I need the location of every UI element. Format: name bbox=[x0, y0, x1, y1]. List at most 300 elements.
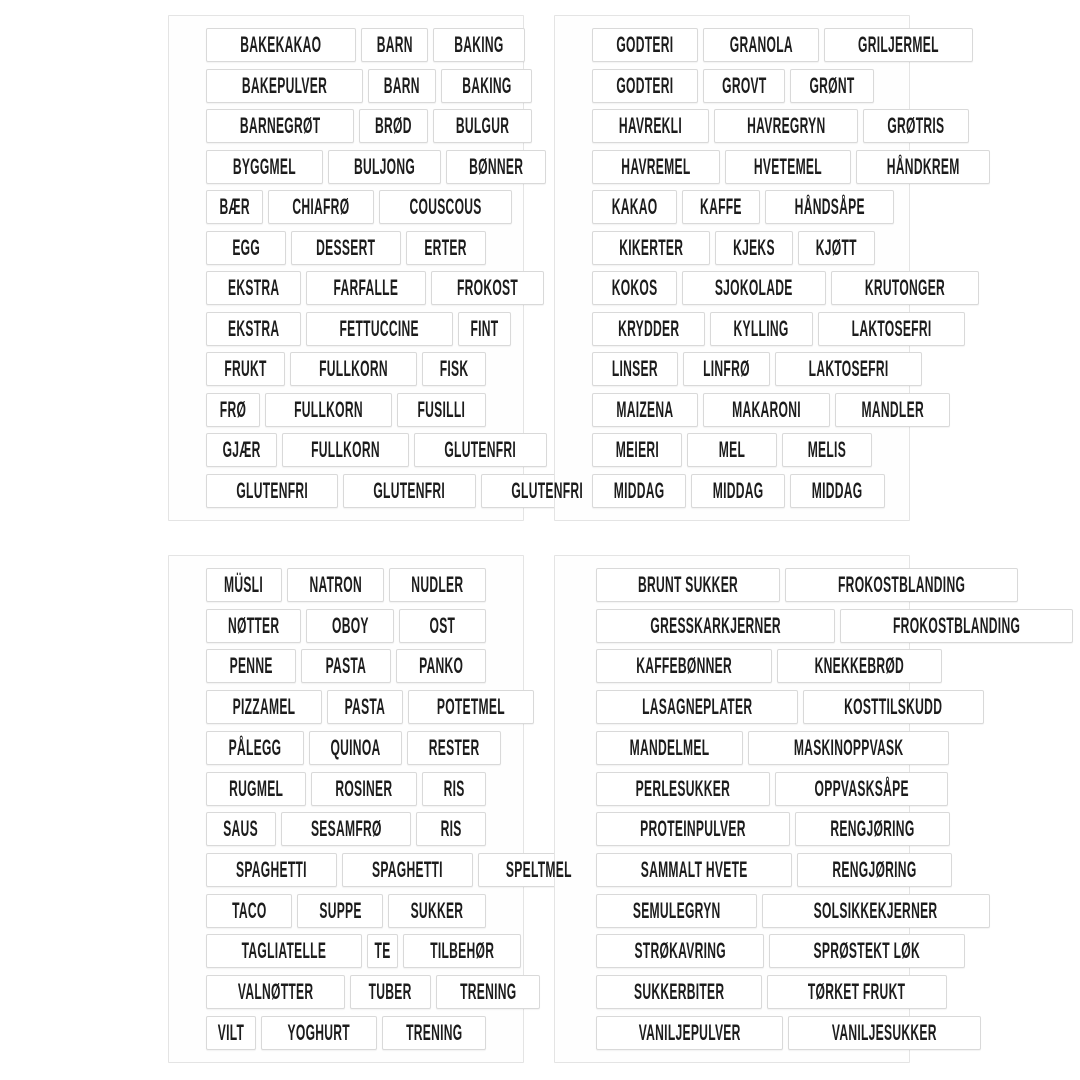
sticker-label-text: PIZZAMEL bbox=[232, 693, 296, 720]
sticker-label-text: MÜSLI bbox=[224, 571, 264, 598]
sticker-label-text: BAKING bbox=[454, 31, 504, 58]
sticker-label bbox=[343, 474, 475, 508]
label-row bbox=[206, 609, 486, 643]
sticker-label bbox=[403, 934, 521, 968]
sticker-label bbox=[408, 690, 534, 724]
sticker-label-text: SUPPE bbox=[318, 897, 362, 923]
sticker-label bbox=[592, 271, 677, 305]
label-row bbox=[596, 649, 905, 683]
sticker-label-text: OPPVASKSÅPE bbox=[814, 775, 909, 801]
sticker-label bbox=[682, 271, 825, 305]
sticker-label bbox=[206, 190, 263, 224]
sticker-label bbox=[775, 352, 922, 386]
sticker-label-text: TRENING bbox=[405, 1019, 462, 1046]
sticker-label bbox=[281, 812, 412, 846]
sticker-label-text: PASTA bbox=[344, 693, 386, 720]
sticker-label-text: GLUTENFRI bbox=[444, 437, 517, 463]
sticker-label bbox=[206, 352, 285, 386]
sticker-label bbox=[206, 568, 282, 602]
sticker-label bbox=[422, 772, 486, 806]
sticker-label bbox=[596, 1016, 783, 1050]
sticker-label bbox=[790, 69, 874, 103]
sticker-label bbox=[790, 474, 884, 508]
sticker-label-text: KOKOS bbox=[611, 274, 658, 301]
sticker-label bbox=[268, 190, 374, 224]
sticker-label bbox=[350, 975, 430, 1009]
sticker-label-text: HAVREKLI bbox=[618, 112, 682, 139]
label-row bbox=[206, 190, 486, 224]
label-row bbox=[206, 812, 486, 846]
sticker-label bbox=[287, 568, 384, 602]
sticker-label-text: PROTEINPULVER bbox=[640, 816, 746, 842]
sticker-label-text: SEMULEGRYN bbox=[632, 897, 721, 923]
sticker-label bbox=[206, 150, 323, 184]
sticker-label-text: BAKEPULVER bbox=[241, 72, 328, 98]
label-row bbox=[206, 231, 486, 265]
sticker-label-text: FINT bbox=[470, 315, 499, 341]
sticker-label bbox=[261, 1016, 377, 1050]
label-row bbox=[592, 69, 872, 103]
sticker-label-text: BAKING bbox=[461, 72, 512, 98]
sticker-label bbox=[765, 190, 894, 224]
sticker-label-text: TE bbox=[374, 938, 391, 964]
sticker-label-text: GROVT bbox=[721, 72, 767, 98]
sticker-label bbox=[414, 433, 546, 467]
label-row bbox=[206, 150, 524, 184]
sticker-label-text: OST bbox=[429, 612, 456, 638]
sticker-label bbox=[206, 609, 301, 643]
sticker-sheet-4 bbox=[554, 555, 1021, 1063]
label-row bbox=[596, 731, 904, 765]
sticker-label-text: MEIERI bbox=[615, 437, 659, 463]
sticker-label bbox=[436, 975, 541, 1009]
label-row bbox=[596, 853, 917, 887]
sticker-label-text: BRUNT SUKKER bbox=[637, 571, 739, 598]
sticker-label bbox=[206, 649, 296, 683]
sticker-label bbox=[856, 150, 990, 184]
sticker-label bbox=[687, 433, 777, 467]
label-row bbox=[592, 393, 924, 427]
sticker-label-text: VANILJEPULVER bbox=[638, 1019, 741, 1046]
sticker-label-text: LINFRØ bbox=[702, 355, 750, 382]
sticker-label bbox=[206, 894, 292, 928]
sticker-label-text: RIS bbox=[443, 775, 465, 801]
sticker-label-text: KAKAO bbox=[611, 193, 658, 220]
sticker-label-text: HAVREMEL bbox=[621, 153, 691, 179]
sticker-label bbox=[297, 894, 383, 928]
sticker-label bbox=[206, 731, 304, 765]
sticker-label bbox=[388, 894, 486, 928]
sticker-label bbox=[206, 690, 322, 724]
sticker-label-text: QUINOA bbox=[330, 734, 381, 761]
label-row bbox=[206, 568, 486, 602]
label-row bbox=[206, 109, 510, 143]
sticker-label bbox=[206, 1016, 256, 1050]
sticker-label bbox=[361, 28, 429, 62]
sticker-label bbox=[797, 853, 952, 887]
sticker-label bbox=[458, 312, 511, 346]
sticker-label-text: KAFFEBØNNER bbox=[636, 653, 732, 679]
sticker-label-text: MIDDAG bbox=[812, 477, 863, 504]
sticker-label-text: BÆR bbox=[219, 193, 250, 220]
label-row bbox=[206, 690, 505, 724]
sticker-label bbox=[446, 150, 546, 184]
label-row bbox=[206, 271, 519, 305]
label-row bbox=[596, 609, 1021, 643]
sticker-label bbox=[596, 894, 757, 928]
sticker-label-text: MANDELMEL bbox=[629, 734, 710, 761]
sticker-label-text: HVETEMEL bbox=[753, 153, 822, 179]
sticker-label bbox=[206, 69, 363, 103]
sticker-label-text: BRØD bbox=[375, 112, 413, 139]
label-row bbox=[206, 393, 486, 427]
sticker-label-text: BULJONG bbox=[353, 153, 415, 179]
label-row bbox=[206, 1016, 486, 1050]
sticker-label-text: STRØKAVRING bbox=[634, 938, 726, 964]
sticker-label-text: GODTERI bbox=[616, 72, 674, 98]
sticker-label bbox=[368, 69, 436, 103]
sticker-label bbox=[397, 393, 486, 427]
sticker-label bbox=[592, 28, 698, 62]
sticker-label bbox=[798, 231, 875, 265]
sticker-label bbox=[769, 934, 965, 968]
sticker-label-text: GLUTENFRI bbox=[236, 477, 309, 504]
sticker-label bbox=[592, 352, 678, 386]
sticker-label bbox=[596, 649, 772, 683]
sticker-label-text: SPELTMEL bbox=[505, 856, 572, 883]
sticker-label-text: SAMMALT HVETE bbox=[640, 856, 748, 883]
sticker-label bbox=[767, 975, 946, 1009]
label-row bbox=[592, 190, 872, 224]
sticker-label-text: PENNE bbox=[229, 653, 273, 679]
label-row bbox=[206, 69, 512, 103]
label-row bbox=[206, 975, 517, 1009]
sticker-label-text: BARNEGRØT bbox=[239, 112, 321, 139]
sticker-label bbox=[441, 69, 533, 103]
sticker-label bbox=[818, 312, 965, 346]
sticker-label-text: GRØTRIS bbox=[887, 112, 945, 139]
sticker-label-text: GODTERI bbox=[616, 31, 674, 58]
sticker-label-text: GLUTENFRI bbox=[373, 477, 446, 504]
sticker-label-text: TILBEHØR bbox=[430, 938, 495, 964]
sticker-label-text: COUSCOUS bbox=[409, 193, 482, 220]
label-row bbox=[592, 312, 932, 346]
sticker-label bbox=[592, 231, 710, 265]
sticker-label bbox=[835, 393, 951, 427]
sticker-label-text: YOGHURT bbox=[287, 1019, 350, 1046]
label-row bbox=[206, 433, 517, 467]
sticker-label-text: VALNØTTER bbox=[237, 978, 314, 1005]
sticker-label bbox=[596, 812, 790, 846]
sticker-label bbox=[596, 568, 780, 602]
sticker-label bbox=[309, 731, 402, 765]
sticker-label-text: BULGUR bbox=[455, 112, 510, 139]
sticker-label bbox=[206, 474, 338, 508]
sticker-label-text: MELIS bbox=[807, 437, 847, 463]
sticker-label bbox=[291, 231, 400, 265]
sticker-label-text: FROKOST bbox=[457, 274, 519, 301]
sticker-label-text: RUGMEL bbox=[229, 775, 284, 801]
label-row bbox=[596, 975, 906, 1009]
sticker-label bbox=[803, 690, 983, 724]
sticker-label bbox=[714, 109, 859, 143]
label-row bbox=[206, 28, 504, 62]
sticker-label bbox=[824, 28, 973, 62]
sticker-label-text: GJÆR bbox=[222, 437, 261, 463]
sticker-label-text: MASKINOPPVASK bbox=[793, 734, 904, 761]
sticker-label bbox=[359, 109, 428, 143]
sticker-label-text: BØNNER bbox=[468, 153, 524, 179]
label-row bbox=[206, 474, 583, 508]
sticker-label-text: KRYDDER bbox=[618, 315, 680, 341]
sticker-label-text: HÅNDSÅPE bbox=[794, 193, 865, 220]
sticker-label-text: TACO bbox=[231, 897, 267, 923]
sticker-label bbox=[592, 312, 705, 346]
sticker-label bbox=[592, 393, 698, 427]
sticker-label bbox=[592, 69, 698, 103]
sticker-label bbox=[596, 609, 835, 643]
sticker-label bbox=[382, 1016, 487, 1050]
sticker-label bbox=[301, 649, 391, 683]
sticker-label bbox=[206, 393, 260, 427]
sticker-label bbox=[748, 731, 949, 765]
sticker-label-text: SOLSIKKEKJERNER bbox=[814, 897, 938, 923]
sticker-sheet-3 bbox=[168, 555, 572, 1063]
sticker-label-text: KNEKKEBRØD bbox=[814, 653, 905, 679]
sticker-label bbox=[416, 812, 486, 846]
sticker-label bbox=[596, 853, 792, 887]
sticker-label bbox=[389, 568, 486, 602]
sticker-label-text: FARFALLE bbox=[333, 274, 399, 301]
sticker-label bbox=[265, 393, 392, 427]
label-row bbox=[592, 271, 945, 305]
sticker-label-text: TRENING bbox=[459, 978, 517, 1005]
sticker-label bbox=[328, 150, 441, 184]
sticker-label bbox=[206, 433, 277, 467]
sticker-label-text: KOSTTILSKUDD bbox=[844, 693, 943, 720]
sticker-label bbox=[206, 812, 276, 846]
label-row bbox=[596, 812, 915, 846]
sticker-label-text: PÅLEGG bbox=[228, 734, 282, 761]
sticker-label-text: SESAMFRØ bbox=[310, 816, 382, 842]
sticker-label-text: KAFFE bbox=[700, 193, 742, 220]
sticker-label bbox=[327, 690, 403, 724]
sticker-label bbox=[206, 28, 356, 62]
sticker-label bbox=[306, 609, 393, 643]
sticker-label bbox=[596, 690, 798, 724]
label-row bbox=[592, 28, 940, 62]
sticker-label-text: GRILJERMEL bbox=[858, 31, 940, 58]
sticker-label bbox=[691, 474, 785, 508]
sticker-label bbox=[306, 312, 452, 346]
sticker-label-text: BYGGMEL bbox=[232, 153, 296, 179]
sticker-label bbox=[596, 772, 770, 806]
label-row bbox=[596, 934, 921, 968]
label-row bbox=[206, 772, 486, 806]
sticker-label bbox=[777, 649, 942, 683]
sticker-label bbox=[206, 853, 337, 887]
sticker-label-text: SJOKOLADE bbox=[715, 274, 793, 301]
label-row bbox=[592, 474, 872, 508]
sticker-label bbox=[406, 231, 486, 265]
sheets-grid bbox=[168, 15, 1021, 1063]
sticker-label-text: FETTUCCINE bbox=[339, 315, 420, 341]
sticker-label-text: DESSERT bbox=[316, 234, 376, 260]
sticker-label-text: TUBER bbox=[368, 978, 412, 1005]
sticker-label bbox=[762, 894, 989, 928]
sticker-label-text: OBOY bbox=[331, 612, 369, 638]
sticker-label-text: RENGJØRING bbox=[830, 816, 915, 842]
sticker-label-text: MEL bbox=[718, 437, 746, 463]
sticker-label-text: BAKEKAKAO bbox=[240, 31, 322, 58]
sticker-label bbox=[788, 1016, 981, 1050]
label-row bbox=[206, 731, 486, 765]
sticker-label-text: SPAGHETTI bbox=[235, 856, 307, 883]
sticker-label-text: KRUTONGER bbox=[864, 274, 945, 301]
sticker-label-text: GLUTENFRI bbox=[511, 477, 583, 504]
sticker-label-text: NATRON bbox=[309, 571, 362, 598]
sticker-label-text: NUDLER bbox=[411, 571, 464, 598]
sticker-label bbox=[592, 109, 709, 143]
sticker-label-text: ERTER bbox=[424, 234, 468, 260]
label-row bbox=[592, 231, 872, 265]
sticker-label bbox=[206, 271, 301, 305]
label-row bbox=[596, 894, 938, 928]
sticker-label-text: NØTTER bbox=[228, 612, 280, 638]
sticker-label-text: FISK bbox=[439, 355, 469, 382]
sticker-label bbox=[282, 433, 409, 467]
sticker-label bbox=[703, 28, 820, 62]
sticker-label bbox=[863, 109, 969, 143]
sticker-label bbox=[396, 649, 486, 683]
sticker-label bbox=[433, 28, 525, 62]
sticker-label-text: TAGLIATELLE bbox=[241, 938, 327, 964]
sticker-label-text: PERLESUKKER bbox=[635, 775, 731, 801]
sticker-label bbox=[399, 609, 486, 643]
sticker-label-text: KJEKS bbox=[733, 234, 776, 260]
sticker-label-text: SUKKER bbox=[410, 897, 464, 923]
sticker-label-text: FUSILLI bbox=[417, 396, 466, 423]
sticker-label-text: FULLKORN bbox=[319, 355, 388, 382]
sticker-label-text: VANILJESUKKER bbox=[832, 1019, 938, 1046]
sticker-label bbox=[831, 271, 979, 305]
sticker-label-text: RESTER bbox=[428, 734, 480, 761]
sticker-label bbox=[682, 190, 760, 224]
sticker-label bbox=[306, 271, 426, 305]
sticker-label bbox=[782, 433, 872, 467]
sticker-label bbox=[433, 109, 532, 143]
label-row bbox=[596, 1016, 938, 1050]
sticker-label-text: LINSER bbox=[611, 355, 658, 382]
sticker-label-text: POTETMEL bbox=[436, 693, 505, 720]
sticker-label-text: RENGJØRING bbox=[832, 856, 917, 883]
label-row bbox=[206, 894, 486, 928]
sticker-label-text: FULLKORN bbox=[294, 396, 364, 423]
sticker-label bbox=[290, 352, 417, 386]
sticker-label-text: KYLLING bbox=[733, 315, 790, 341]
sticker-label-text: MAIZENA bbox=[616, 396, 674, 423]
label-row bbox=[206, 649, 486, 683]
sticker-label bbox=[795, 812, 950, 846]
sticker-label bbox=[596, 731, 743, 765]
sticker-label-text: GRØNT bbox=[809, 72, 855, 98]
label-row bbox=[592, 109, 945, 143]
label-row bbox=[596, 690, 943, 724]
sticker-label-text: SPRØSTEKT LØK bbox=[813, 938, 921, 964]
sticker-label-text: ROSINER bbox=[335, 775, 393, 801]
sticker-label bbox=[431, 271, 544, 305]
sticker-label-text: MIDDAG bbox=[613, 477, 665, 504]
sticker-label-text: PANKO bbox=[418, 653, 464, 679]
sticker-label bbox=[206, 975, 345, 1009]
sticker-label bbox=[342, 853, 473, 887]
sticker-label-text: PASTA bbox=[325, 653, 367, 679]
sticker-label-text: GRESSKARKJERNER bbox=[650, 612, 781, 638]
sticker-label bbox=[775, 772, 948, 806]
sticker-label bbox=[311, 772, 417, 806]
sticker-label-text: CHIAFRØ bbox=[292, 193, 350, 220]
label-row bbox=[592, 433, 872, 467]
sticker-label-text: GRANOLA bbox=[729, 31, 793, 58]
sticker-label-text: LASAGNEPLATER bbox=[642, 693, 753, 720]
sticker-label-text: LAKTOSEFRI bbox=[851, 315, 932, 341]
sticker-label bbox=[206, 312, 301, 346]
sticker-label bbox=[206, 231, 286, 265]
sticker-label-text: EKSTRA bbox=[228, 274, 280, 301]
sticker-label-text: FRØ bbox=[220, 396, 247, 423]
sticker-sheet-1 bbox=[168, 15, 583, 521]
label-row bbox=[206, 934, 495, 968]
sticker-label bbox=[422, 352, 486, 386]
sticker-label bbox=[206, 934, 362, 968]
sticker-label bbox=[367, 934, 398, 968]
sticker-label-text: FROKOSTBLANDING bbox=[838, 571, 966, 598]
label-row bbox=[592, 352, 889, 386]
sticker-label bbox=[592, 474, 686, 508]
sticker-label-text: HAVREGRYN bbox=[746, 112, 826, 139]
sticker-label-text: MIDDAG bbox=[712, 477, 764, 504]
sticker-label bbox=[703, 393, 830, 427]
sticker-label bbox=[683, 352, 770, 386]
label-row bbox=[206, 352, 486, 386]
sticker-label-text: TØRKET FRUKT bbox=[808, 978, 906, 1005]
sticker-label bbox=[206, 109, 354, 143]
sticker-label-text: BARN bbox=[383, 72, 420, 98]
sticker-label bbox=[592, 190, 677, 224]
sticker-label bbox=[592, 433, 682, 467]
sticker-label bbox=[710, 312, 812, 346]
sticker-label-text: BARN bbox=[376, 31, 413, 58]
sticker-label bbox=[592, 150, 720, 184]
sticker-label-text: SPAGHETTI bbox=[371, 856, 443, 883]
sticker-label-text: SUKKERBITER bbox=[633, 978, 725, 1005]
sticker-label bbox=[596, 975, 762, 1009]
sticker-label-text: FULLKORN bbox=[311, 437, 381, 463]
sticker-label-text: MANDLER bbox=[861, 396, 924, 423]
sticker-label-text: MAKARONI bbox=[731, 396, 801, 423]
sticker-label-text: EKSTRA bbox=[228, 315, 280, 341]
sticker-label-text: HÅNDKREM bbox=[886, 153, 960, 179]
sticker-label bbox=[715, 231, 793, 265]
label-row bbox=[596, 568, 966, 602]
label-row bbox=[596, 772, 909, 806]
sticker-label bbox=[379, 190, 512, 224]
sticker-label bbox=[596, 934, 764, 968]
sticker-label bbox=[407, 731, 501, 765]
sticker-label-text: KIKERTER bbox=[619, 234, 684, 260]
sticker-label-text: VILT bbox=[217, 1019, 245, 1046]
sticker-label-text: KJØTT bbox=[816, 234, 858, 260]
